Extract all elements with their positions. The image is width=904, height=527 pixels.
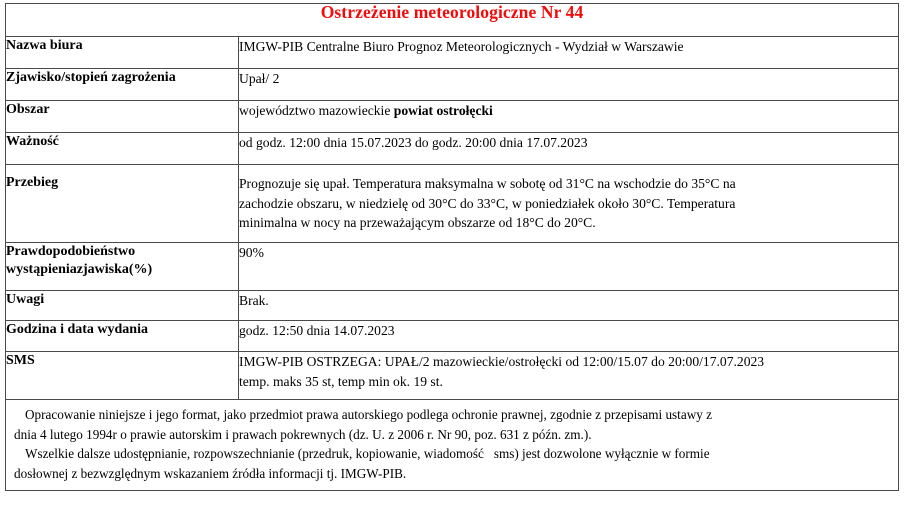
- footer-text-line-1: Opracowanie niniejsze i jego format, jako przedmiot prawa autorskiego podlega ochronie prawnej, zgodnie z przepisami ustawy z: [25, 407, 712, 422]
- footer-line-3-part-a: Wszelkie dalsze udostępnianie, rozpowszechnianie (przedruk, kopiowanie, wiadomość: [25, 446, 484, 462]
- row-value-phenomenon: [239, 69, 899, 101]
- row-label-sms: SMS: [6, 352, 239, 400]
- row-label-issue-time: Godzina i data wydania: [6, 321, 239, 352]
- area-county-text: powiat ostrołęcki: [393, 103, 493, 118]
- table-row-title: [6, 4, 899, 37]
- row-value-issue-time: [239, 321, 899, 352]
- document-title-cell: [6, 4, 899, 37]
- row-value-sms: [239, 352, 899, 400]
- copyright-footer: [5, 399, 899, 491]
- sms-text-line-1: IMGW-PIB OSTRZEGA: UPAŁ/2 mazowieckie/ostrołęcki od 12:00/15.07 do 20:00/17.07.2023: [239, 354, 765, 369]
- footer-text-line-4: dosłownej z bezwzględnym wskazaniem źródła informacji tj. IMGW-PIB.: [14, 465, 407, 481]
- course-text-line-1: Prognozuje się upał. Temperatura maksymalna w sobotę od 31°C na wschodzie do 35°C na: [239, 176, 736, 191]
- validity-period-text: od godz. 12:00 dnia 15.07.2023 do godz. 20:00 dnia 17.07.2023: [239, 135, 588, 150]
- course-text-line-2: zachodzie obszaru, w niedzielę od 30°C do 33°C, w poniedziałek około 30°C. Temperatura: [239, 195, 736, 211]
- page-title: Ostrzeżenie meteorologiczne Nr 44: [320, 2, 584, 22]
- area-voivodeship-text: województwo mazowieckie: [239, 103, 394, 118]
- issue-time-text: godz. 12:50 dnia 14.07.2023: [239, 323, 395, 338]
- table-row-area: [6, 101, 899, 133]
- row-value-course: [239, 165, 899, 243]
- probability-value-text: 90%: [239, 245, 264, 260]
- meteorological-warning-table: [5, 3, 899, 400]
- footer-line-3-part-b: sms) jest dozwolone wyłącznie w formie: [493, 446, 710, 462]
- probability-label-line-1: Prawdopodobieństwo: [6, 244, 136, 259]
- table-row-issue-time: [6, 321, 899, 352]
- table-row-sms: [6, 352, 899, 400]
- row-value-area: [239, 101, 899, 133]
- footer-text-line-3: [14, 444, 890, 464]
- row-label-validity: Ważność: [6, 133, 239, 165]
- row-value-validity: [239, 133, 899, 165]
- course-text-line-3: minimalna w nocy na przeważającym obszarze od 18°C do 20°C.: [239, 215, 596, 231]
- table-row-course: [6, 165, 899, 243]
- table-row-validity: [6, 133, 899, 165]
- phenomenon-degree-text: Upał/ 2: [239, 71, 280, 86]
- row-label-office: Nazwa biura: [6, 37, 239, 69]
- remarks-text: Brak.: [239, 293, 269, 308]
- row-label-course: Przebieg: [6, 165, 239, 243]
- table-row-office: [6, 37, 899, 69]
- row-value-office: [239, 37, 899, 69]
- row-label-remarks: Uwagi: [6, 291, 239, 321]
- table-row-probability: [6, 243, 899, 291]
- probability-label-line-2: wystąpieniazjawiska(%): [6, 262, 153, 278]
- table-row-remarks: [6, 291, 899, 321]
- footer-text-line-2: dnia 4 lutego 1994r o prawie autorskim i prawach pokrewnych (dz. U. z 2006 r. Nr 90, poz. 631 z późn. zm.).: [14, 426, 592, 442]
- row-label-phenomenon: Zjawisko/stopień zagrożenia: [6, 69, 239, 101]
- sms-text-line-2: temp. maks 35 st, temp min ok. 19 st.: [239, 373, 443, 389]
- table-row-phenomenon: [6, 69, 899, 101]
- row-value-probability: [239, 243, 899, 291]
- row-value-remarks: [239, 291, 899, 321]
- row-label-probability: [6, 243, 239, 291]
- office-name-text: IMGW-PIB Centralne Biuro Prognoz Meteorologicznych - Wydział w Warszawie: [239, 39, 684, 54]
- row-label-area: Obszar: [6, 101, 239, 133]
